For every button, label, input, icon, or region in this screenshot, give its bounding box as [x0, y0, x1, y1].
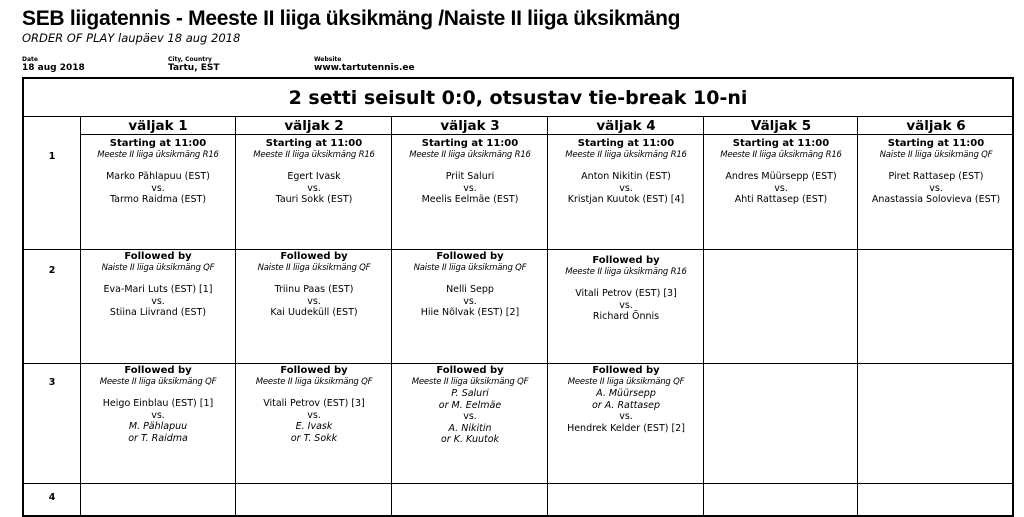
player-2: Kristjan Kuutok (EST) [4] [567, 194, 685, 205]
player-1-option-a: P. Saluri [451, 388, 489, 399]
website-label: Website [314, 56, 342, 63]
match-cell[interactable] [704, 138, 858, 206]
event-name: Naiste II liiga üksikmäng QF [879, 150, 993, 160]
court-header-6: väljak 6 [858, 117, 1014, 135]
player-1-option-b: or A. Rattasep [592, 399, 660, 411]
player-1: Piret Rattasep (EST) [888, 171, 984, 182]
match-order: Followed by [592, 255, 660, 266]
player-2: Tauri Sokk (EST) [275, 194, 353, 205]
player-2: Kai Uudeküll (EST) [270, 307, 358, 318]
event-name: Meeste II liiga üksikmäng QF [99, 377, 217, 387]
event-name: Meeste II liiga üksikmäng R16 [409, 150, 531, 160]
player-2-option-a: A. Nikitin [448, 422, 492, 434]
event-name: Meeste II liiga üksikmäng R16 [720, 150, 842, 160]
player-2: Hendrek Kelder (EST) [2] [567, 422, 685, 434]
row-divider [24, 249, 1012, 250]
date-block [22, 56, 85, 74]
player-1: Andres Müürsepp (EST) [725, 171, 837, 182]
court-header-3: väljak 3 [392, 117, 548, 135]
match-time: Starting at 11:00 [577, 138, 675, 149]
place-value: Tartu, EST [168, 63, 220, 73]
match-cell[interactable] [236, 251, 392, 319]
event-name: Meeste II liiga üksikmäng QF [567, 377, 685, 387]
player-2-option-b: or K. Kuutok [440, 434, 500, 445]
match-cell[interactable] [548, 365, 704, 434]
player-1-option-a: A. Müürsepp [596, 388, 656, 399]
player-1: Triinu Paas (EST) [274, 284, 354, 295]
website-link[interactable]: www.tartutennis.ee [314, 63, 415, 73]
event-name: Meeste II liiga üksikmäng R16 [565, 150, 687, 160]
event-name: Meeste II liiga üksikmäng QF [255, 377, 373, 387]
place-block [168, 56, 220, 74]
versus-label: vs. [463, 411, 477, 422]
match-cell[interactable] [548, 255, 704, 323]
event-name: Naiste II liiga üksikmäng QF [257, 263, 371, 273]
match-cell[interactable] [392, 365, 548, 446]
event-name: Meeste II liiga üksikmäng R16 [253, 150, 375, 160]
versus-label: vs. [307, 295, 321, 307]
event-name: Meeste II liiga üksikmäng QF [411, 377, 529, 387]
event-name: Naiste II liiga üksikmäng QF [413, 263, 527, 273]
versus-label: vs. [463, 295, 477, 307]
date-value: 18 aug 2018 [22, 63, 85, 73]
player-1: Anton Nikitin (EST) [581, 171, 671, 182]
player-2: Ahti Rattasep (EST) [734, 194, 828, 205]
order-of-play-subtitle: ORDER OF PLAY laupäev 18 aug 2018 [22, 31, 241, 45]
format-banner: 2 setti seisult 0:0, otsustav tie-break 10-ni [24, 79, 1012, 117]
match-time: Starting at 11:00 [421, 138, 519, 149]
court-header-5: Väljak 5 [704, 117, 858, 135]
event-name: Naiste II liiga üksikmäng QF [101, 263, 215, 273]
court-header-1: väljak 1 [80, 117, 236, 135]
order-of-play-table [22, 77, 1014, 517]
player-2: Meelis Eelmäe (EST) [421, 194, 519, 205]
match-cell[interactable] [80, 365, 236, 444]
court-header-4: väljak 4 [548, 117, 704, 135]
player-2: Stiina Liivrand (EST) [109, 307, 207, 318]
event-name: Meeste II liiga üksikmäng R16 [97, 150, 219, 160]
match-cell[interactable] [858, 138, 1014, 206]
player-1-option-b: or M. Eelmäe [438, 399, 502, 411]
row-number: 1 [48, 151, 56, 162]
versus-label: vs. [307, 182, 321, 194]
player-2-option-a: E. Ivask [295, 421, 333, 432]
match-order: Followed by [124, 251, 192, 262]
player-2: Richard Õnnis [592, 311, 660, 322]
player-2: Tarmo Raidma (EST) [109, 194, 207, 205]
match-cell[interactable] [548, 138, 704, 206]
match-cell[interactable] [236, 365, 392, 444]
match-time: Starting at 11:00 [265, 138, 363, 149]
row-number: 3 [48, 377, 56, 388]
player-2-option-b: or T. Raidma [128, 432, 188, 444]
website-block [314, 56, 415, 74]
match-cell[interactable] [392, 251, 548, 319]
player-2-option-b: or T. Sokk [290, 432, 338, 444]
versus-label: vs. [929, 182, 943, 194]
versus-label: vs. [774, 182, 788, 194]
match-cell[interactable] [80, 251, 236, 319]
match-cell[interactable] [392, 138, 548, 206]
match-order: Followed by [436, 251, 504, 262]
player-1: Vitali Petrov (EST) [3] [263, 398, 365, 409]
match-cell[interactable] [236, 138, 392, 206]
player-1: Vitali Petrov (EST) [3] [575, 288, 677, 299]
row-divider [24, 483, 1012, 484]
match-order: Followed by [124, 365, 192, 376]
match-order: Followed by [592, 365, 660, 376]
versus-label: vs. [619, 182, 633, 194]
versus-label: vs. [619, 299, 633, 311]
match-order: Followed by [436, 365, 504, 376]
versus-label: vs. [151, 295, 165, 307]
row-number: 4 [48, 492, 56, 503]
match-time: Starting at 11:00 [887, 138, 985, 149]
player-2: Hiie Nõlvak (EST) [2] [420, 307, 520, 318]
row-number: 2 [48, 265, 56, 276]
player-1: Nelli Sepp [446, 284, 494, 295]
court-header-2: väljak 2 [236, 117, 392, 135]
row-divider [24, 363, 1012, 364]
versus-label: vs. [151, 409, 165, 421]
player-1: Priit Saluri [445, 171, 495, 182]
player-2: Anastassia Solovieva (EST) [871, 194, 1001, 205]
player-2-option-a: M. Pählapuu [128, 421, 188, 432]
place-label: City, Country [168, 56, 212, 63]
player-1: Egert Ivask [287, 171, 341, 182]
player-1: Heigo Einblau (EST) [1] [102, 398, 214, 409]
event-name: Meeste II liiga üksikmäng R16 [565, 267, 687, 277]
match-order: Followed by [280, 365, 348, 376]
versus-label: vs. [619, 411, 633, 422]
versus-label: vs. [151, 182, 165, 194]
match-time: Starting at 11:00 [109, 138, 207, 149]
match-time: Starting at 11:00 [732, 138, 830, 149]
match-order: Followed by [280, 251, 348, 262]
date-label: Date [22, 56, 38, 63]
versus-label: vs. [307, 409, 321, 421]
player-1: Marko Pählapuu (EST) [106, 171, 210, 182]
versus-label: vs. [463, 182, 477, 194]
match-cell[interactable] [80, 138, 236, 206]
page-title: SEB liigatennis - Meeste II liiga üksikmäng /Naiste II liiga üksikmäng [22, 7, 681, 30]
player-1: Eva-Mari Luts (EST) [1] [103, 284, 213, 295]
